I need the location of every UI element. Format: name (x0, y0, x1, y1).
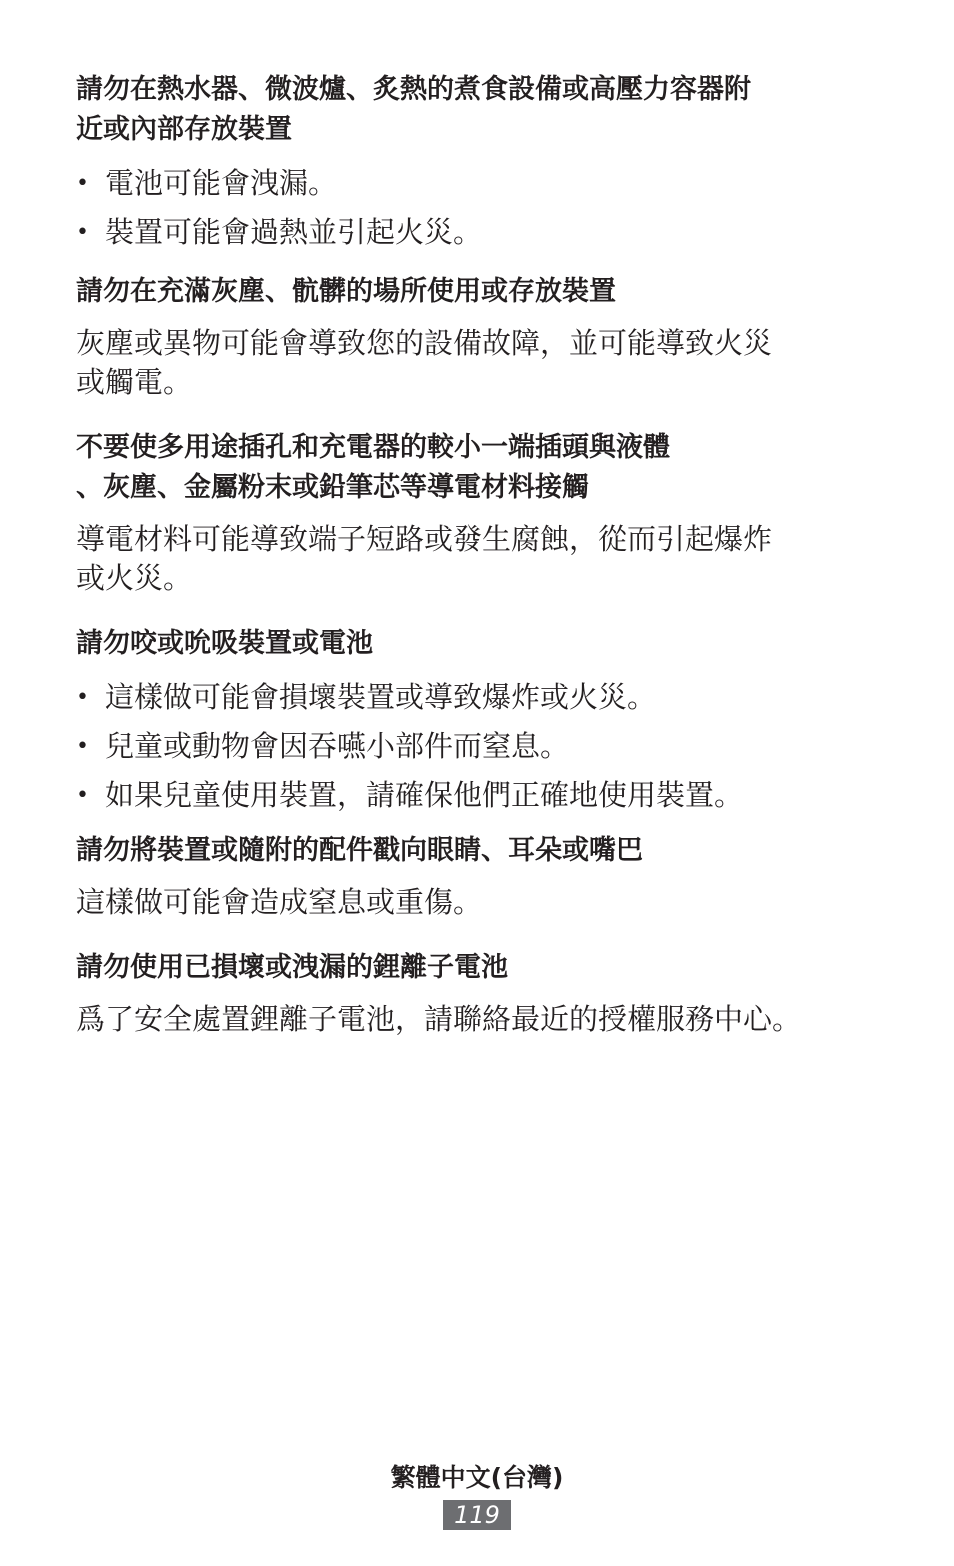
bullet-item (76, 678, 876, 717)
bullet-dot: • (76, 220, 89, 245)
bullet-item (76, 164, 876, 203)
heading-line: 不要使多用途插孔和充電器的較小一端插頭與液體 (76, 432, 670, 463)
heading-line: 請勿在熱水器、微波爐、炙熱的煮食設備或高壓力容器附 (76, 74, 751, 105)
section-heading (76, 948, 876, 988)
section-paragraph (76, 324, 876, 402)
heading-line: 近或內部存放裝置 (76, 114, 292, 145)
section-dusty-places (76, 272, 876, 402)
page-footer (0, 1460, 954, 1530)
bullet-dot: • (76, 685, 89, 710)
section-heading (76, 428, 876, 508)
section-heading (76, 624, 876, 664)
section-conductive-materials (76, 428, 876, 598)
bullet-text: 這樣做可能會損壞裝置或導致爆炸或火災。 (105, 680, 657, 714)
bullet-text: 兒童或動物會因吞嚥小部件而窒息。 (105, 729, 570, 763)
paragraph-line: 灰塵或異物可能會導致您的設備故障，並可能導致火災 (76, 326, 773, 360)
paragraph-line: 或火災。 (76, 561, 193, 595)
bullet-dot: • (76, 171, 89, 196)
bullet-dot: • (76, 734, 89, 759)
bullet-item (76, 727, 876, 766)
paragraph-line: 導電材料可能導致端子短路或發生腐蝕，從而引起爆炸 (76, 522, 773, 556)
heading-line: 、灰塵、金屬粉末或鉛筆芯等導電材料接觸 (76, 472, 589, 503)
bullet-text: 如果兒童使用裝置，請確保他們正確地使用裝置。 (105, 778, 744, 812)
section-paragraph (76, 883, 876, 922)
bullet-text: 電池可能會洩漏。 (105, 166, 338, 200)
section-heading (76, 70, 876, 150)
section-bite-or-suck (76, 624, 876, 815)
section-heading (76, 831, 876, 871)
footer-language: 繁體中文(台灣) (390, 1463, 564, 1492)
bullet-item (76, 213, 876, 252)
heading-line: 請勿將裝置或隨附的配件戳向眼睛、耳朵或嘴巴 (76, 835, 643, 866)
section-eyes-ears-mouth (76, 831, 876, 922)
paragraph-line: 這樣做可能會造成窒息或重傷。 (76, 885, 483, 919)
bullet-list (76, 678, 876, 815)
page-number: 119 (443, 1500, 511, 1530)
paragraph-line: 爲了安全處置鋰離子電池，請聯絡最近的授權服務中心。 (76, 1002, 802, 1036)
heading-line: 請勿咬或吮吸裝置或電池 (76, 628, 373, 659)
heading-line: 請勿在充滿灰塵、骯髒的場所使用或存放裝置 (76, 276, 616, 307)
section-paragraph (76, 520, 876, 598)
bullet-dot: • (76, 783, 89, 808)
heading-line: 請勿使用已損壞或洩漏的鋰離子電池 (76, 952, 508, 983)
section-paragraph (76, 1000, 876, 1039)
page-content (76, 70, 876, 1057)
bullet-list (76, 164, 876, 252)
section-damaged-battery (76, 948, 876, 1039)
bullet-text: 裝置可能會過熱並引起火災。 (105, 215, 483, 249)
section-heading (76, 272, 876, 312)
section-heat-sources (76, 70, 876, 252)
bullet-item (76, 776, 876, 815)
paragraph-line: 或觸電。 (76, 365, 193, 399)
